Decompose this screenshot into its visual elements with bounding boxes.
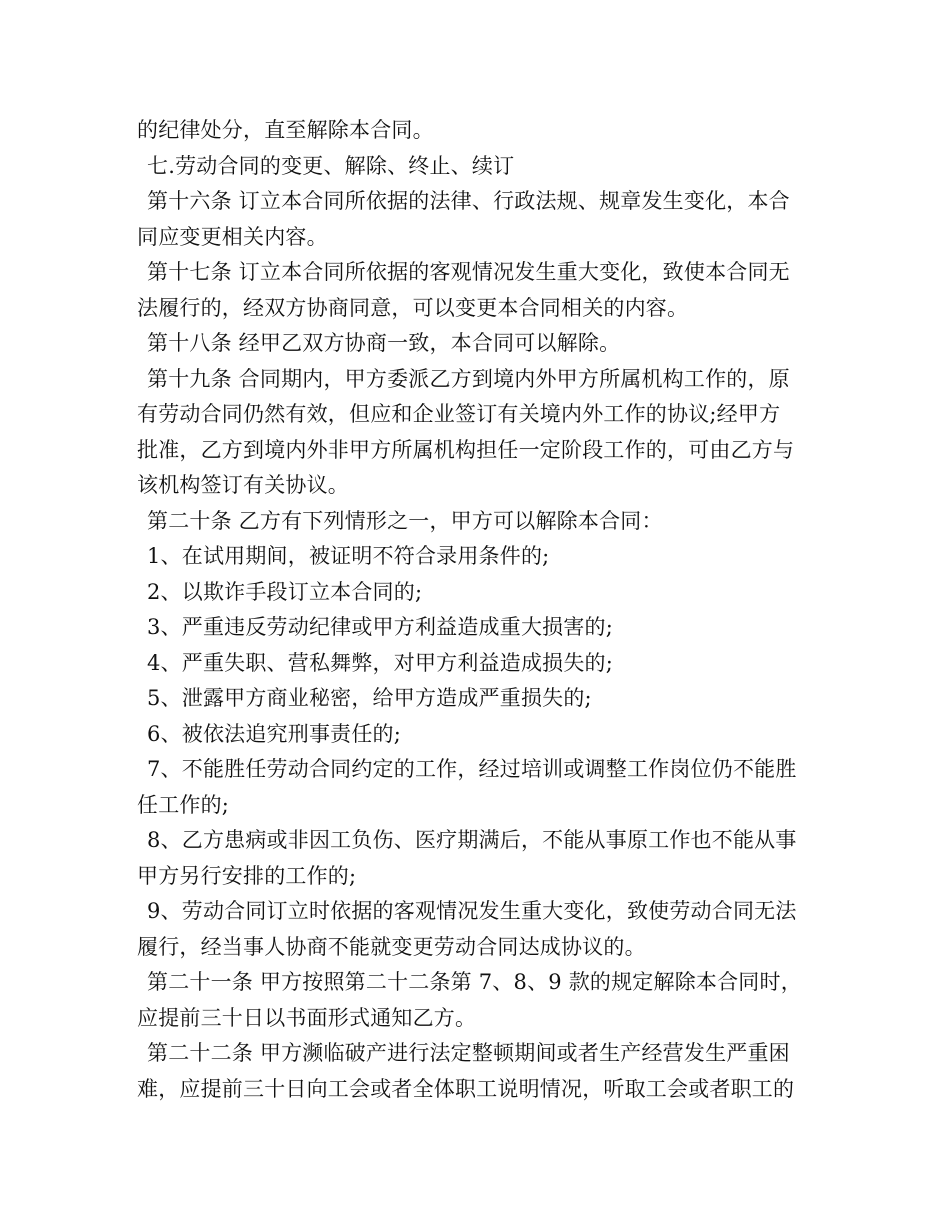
text-line: 的纪律处分，直至解除本合同。 xyxy=(137,118,434,142)
list-item: 6、被依法追究刑事责任的; xyxy=(147,721,402,746)
list-item: 2、以欺诈手段订立本合同的; xyxy=(147,579,423,604)
text-line: 第二十条 乙方有下列情形之一，甲方可以解除本合同： xyxy=(147,508,663,533)
list-item: 7、不能胜任劳动合同约定的工作，经过培训或调整工作岗位仍不能胜 xyxy=(147,757,797,781)
text-line: 该机构签订有关协议。 xyxy=(137,473,349,497)
section-heading: 七.劳动合同的变更、解除、终止、续订 xyxy=(147,153,515,178)
list-item: 5、泄露甲方商业秘密，给甲方造成严重损失的; xyxy=(147,686,592,710)
text-line: 同应变更相关内容。 xyxy=(137,224,328,249)
text-line: 第二十二条 甲方濒临破产进行法定整顿期间或者生产经营发生严重困 xyxy=(147,1041,790,1065)
list-item: 3、严重违反劳动纪律或甲方利益造成重大损害的; xyxy=(147,615,614,639)
list-item: 1、在试用期间，被证明不符合录用条件的; xyxy=(147,544,550,568)
list-item: 4、严重失职、营私舞弊，对甲方利益造成损失的; xyxy=(147,650,614,675)
text-line: 难，应提前三十日向工会或者全体职工说明情况，听取工会或者职工的 xyxy=(137,1076,795,1101)
text-line: 第十七条 订立本合同所依据的客观情况发生重大变化，致使本合同无 xyxy=(147,260,790,284)
text-line: 甲方另行安排的工作的; xyxy=(137,863,357,888)
text-line: 任工作的; xyxy=(137,792,230,817)
text-line: 履行，经当事人协商不能就变更劳动合同达成协议的。 xyxy=(137,934,646,959)
document-body xyxy=(137,113,815,1107)
text-line: 有劳动合同仍然有效，但应和企业签订有关境内外工作的协议;经甲方 xyxy=(137,402,781,426)
text-line: 法履行的，经双方协商同意，可以变更本合同相关的内容。 xyxy=(137,295,689,320)
list-item: 8、乙方患病或非因工负伤、医疗期满后，不能从事原工作也不能从事 xyxy=(147,828,797,852)
text-line: 第十六条 订立本合同所依据的法律、行政法规、规章发生变化，本合 xyxy=(147,189,790,213)
text-line: 第二十一条 甲方按照第二十二条第 7、8、9 款的规定解除本合同时， xyxy=(147,970,802,994)
text-line: 第十八条 经甲乙双方协商一致，本合同可以解除。 xyxy=(147,331,621,355)
text-line: 第十九条 合同期内，甲方委派乙方到境内外甲方所属机构工作的，原 xyxy=(147,366,790,391)
list-item: 9、劳动合同订立时依据的客观情况发生重大变化，致使劳动合同无法 xyxy=(147,899,797,923)
text-line: 批准，乙方到境内外非甲方所属机构担任一定阶段工作的，可由乙方与 xyxy=(137,437,795,462)
text-line: 应提前三十日以书面形式通知乙方。 xyxy=(137,1005,477,1030)
